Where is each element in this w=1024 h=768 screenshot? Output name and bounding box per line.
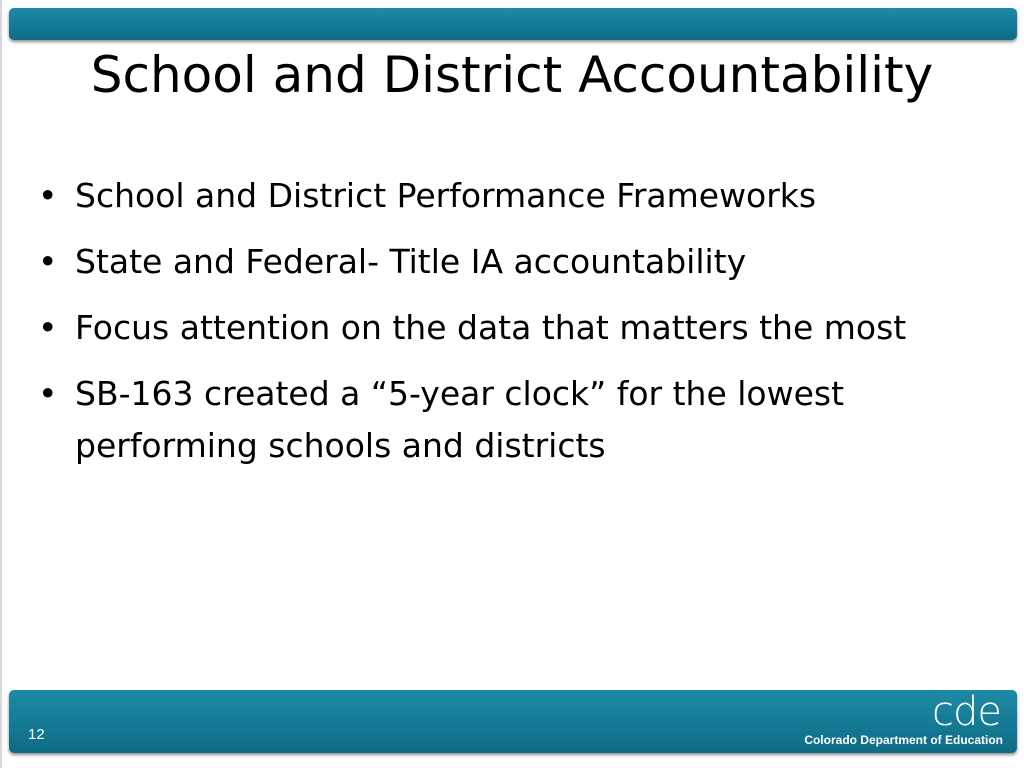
bullet-icon: •	[38, 308, 58, 347]
bullet-item	[38, 302, 978, 354]
cde-logo	[765, 689, 1005, 750]
header-bar	[9, 8, 1017, 40]
bullet-text: School and District Performance Frameworks	[75, 176, 817, 215]
bullet-icon: •	[38, 176, 58, 215]
bullet-item	[38, 170, 978, 222]
bullet-item	[38, 368, 978, 472]
bullet-text: Focus attention on the data that matters the most	[75, 308, 907, 347]
page-number: 12	[28, 726, 45, 743]
slide-left-edge	[0, 0, 2, 768]
bullet-icon: •	[38, 242, 58, 281]
bullet-icon: •	[38, 374, 58, 413]
footer-bar	[9, 690, 1017, 753]
cde-logo-text: Colorado Department of Education	[804, 733, 1003, 747]
slide-title: School and District Accountability	[90, 46, 934, 104]
bullet-text: State and Federal- Title IA accountability	[75, 242, 747, 281]
cde-logo-mark: cde	[932, 689, 1001, 735]
bullet-text: SB-163 created a “5-year clock” for the lowest performing schools and districts	[75, 374, 845, 465]
bullet-list	[38, 170, 978, 486]
bullet-item	[38, 236, 978, 288]
